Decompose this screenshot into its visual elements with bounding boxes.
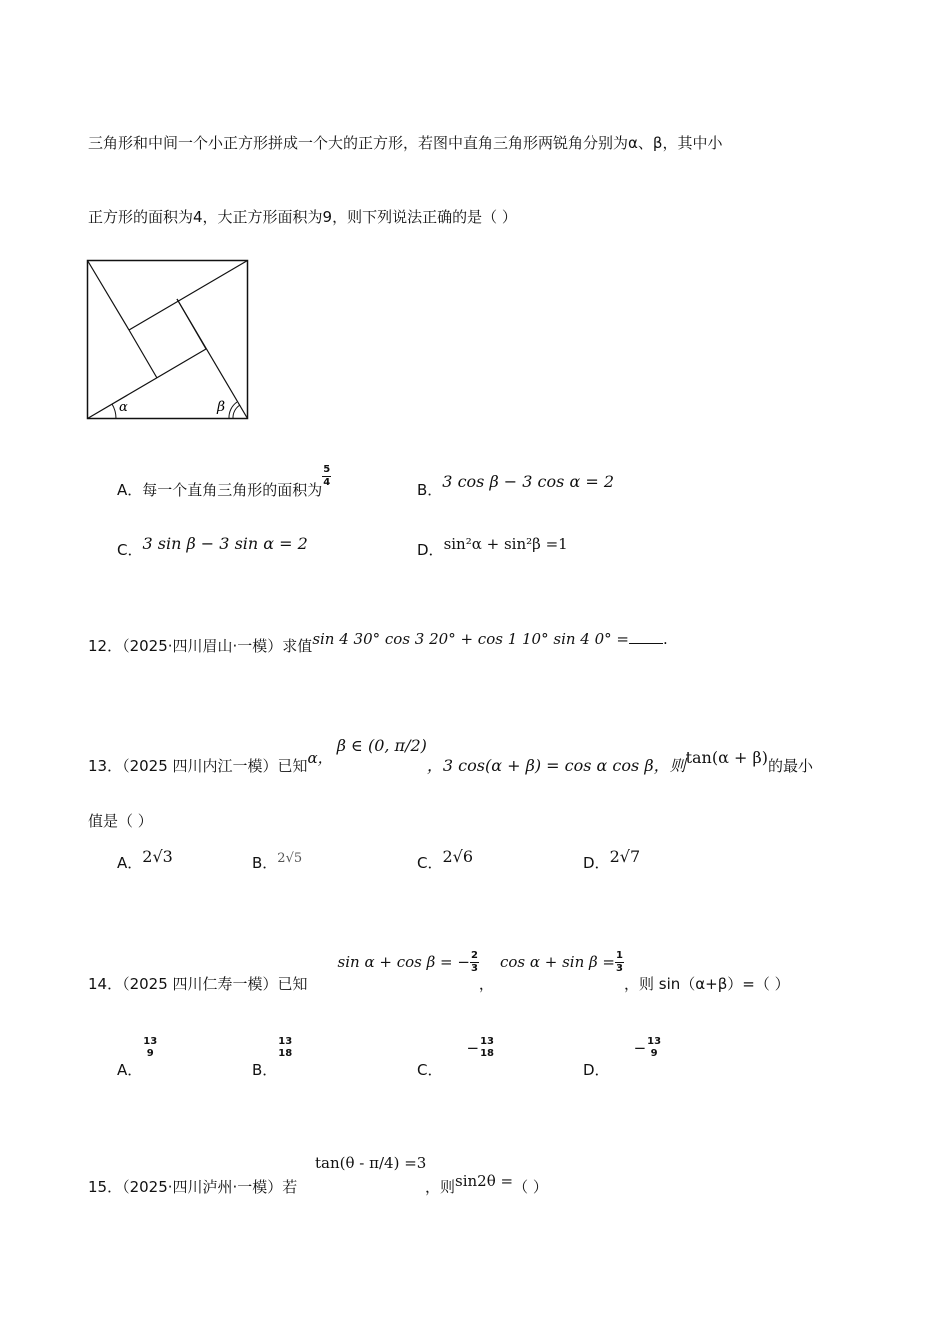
question-12: 12．（2025·四川眉山·一模）求值sin 4 30° cos 3 20° + cos 1 10° sin 4 0° = . xyxy=(88,630,668,655)
beta-label: β xyxy=(217,399,226,415)
fraction: $\frac{5}{4}$ xyxy=(323,464,331,488)
fraction: 13 9 xyxy=(143,1036,158,1059)
q11-option-d[interactable]: D．sin²α + sin²β =1 xyxy=(417,535,568,559)
q15-tail: ，则sin2θ =（ ） xyxy=(425,1172,548,1196)
q14-option-d[interactable]: D．− 13 9 xyxy=(583,1036,662,1079)
fraction: $\frac{1}{3}$ xyxy=(616,950,623,974)
intro-line-1: 三角形和中间一个小正方形拼成一个大的正方形，若图中直角三角形两锐角分别为α、β，其中小 xyxy=(88,134,723,152)
q14-option-a[interactable]: A． 13 9 xyxy=(117,1036,158,1079)
pinwheel-square-figure xyxy=(86,259,250,421)
q15-condition: tan(θ - π/4) =3 xyxy=(315,1154,427,1172)
fraction: 13 18 xyxy=(278,1036,293,1059)
q13-option-b[interactable]: B．2√5 xyxy=(252,851,303,872)
q14-option-c[interactable]: C．− 13 18 xyxy=(417,1036,494,1079)
q13-option-a[interactable]: A．2√3 xyxy=(117,847,173,872)
intro-line-2: 正方形的面积为4，大正方形面积为9，则下列说法正确的是（ ） xyxy=(88,208,517,226)
q14-option-b[interactable]: B． 13 18 xyxy=(252,1036,293,1079)
fraction: $\frac{2}{3}$ xyxy=(470,950,478,974)
q13-option-c[interactable]: C．2√6 xyxy=(417,847,474,872)
q11-option-c[interactable]: C．3 sin β − 3 sin α = 2 xyxy=(117,534,308,559)
question-13: 13．（2025 四川内江一模）已知α，β ∈ (0, π/2)，3 cos(α + β) = cos α cos β，则tan(α + β)的最小 xyxy=(88,736,813,775)
fraction: 13 18 xyxy=(480,1036,494,1059)
question-14: 14．（2025 四川仁寿一模）已知sin α + cos β = − $\frac{2}{3}$ ，cos α + sin β = $\frac{1}{3}$ ，则 sin（α+β）=（ ） xyxy=(88,950,790,993)
alpha-label: α xyxy=(119,400,128,415)
q11-option-b[interactable]: B．3 cos β − 3 cos α = 2 xyxy=(417,472,614,499)
fraction: 13 9 xyxy=(647,1036,662,1059)
q11-option-a[interactable]: A．每一个直角三角形的面积为 $\frac{5}{4}$ xyxy=(117,464,331,499)
q13-option-d[interactable]: D．2√7 xyxy=(583,847,641,872)
question-15: 15．（2025·四川泸州·一模）若 xyxy=(88,1178,298,1196)
answer-blank[interactable] xyxy=(629,629,663,644)
q13-line-2: 值是（ ） xyxy=(88,812,153,830)
